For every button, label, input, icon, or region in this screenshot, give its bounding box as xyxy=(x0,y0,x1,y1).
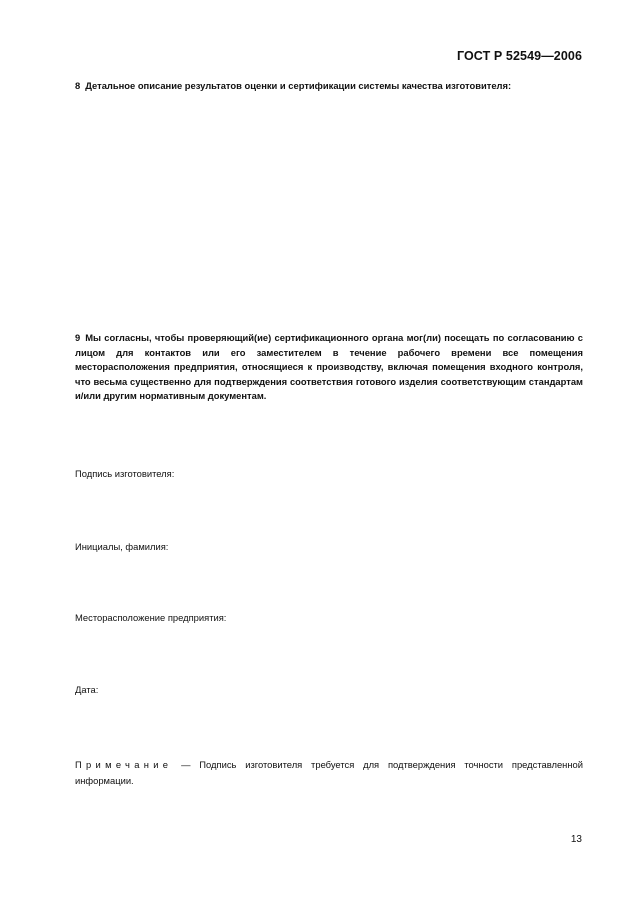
page-number: 13 xyxy=(570,834,582,845)
note xyxy=(75,757,583,789)
section-8-text: Детальное описание результатов оценки и сертификации системы качества изготовителя: xyxy=(85,80,512,91)
note-dash: — xyxy=(172,759,200,770)
standard-designation: ГОСТ Р 52549—2006 xyxy=(456,49,582,63)
note-label: Примечание xyxy=(75,759,173,770)
section-9-text: Мы согласны, чтобы проверяющий(ие) сертификационного органа мог(ли) посещать по согласованию с лицом для контактов или его заместителем в течение рабочего времени все помещения месторасположения предприятия, относящиеся к производству, включая помещения входного контроля, что весьма существенно для подтверждения соответствия готового изделия соответствующим стандартам и/или другим нормативным документам. xyxy=(75,332,583,402)
location-field-label: Месторасположение предприятия: xyxy=(75,612,227,623)
signature-field-label: Подпись изготовителя: xyxy=(75,468,175,479)
section-8-number: 8 xyxy=(75,80,81,91)
section-9-number: 9 xyxy=(75,332,81,343)
date-field-label: Дата: xyxy=(75,684,99,695)
section-8 xyxy=(75,79,583,94)
note-text: Подпись изготовителя требуется для подтверждения точности представленной информации. xyxy=(75,759,583,786)
section-9 xyxy=(75,331,583,404)
initials-field-label: Инициалы, фамилия: xyxy=(75,541,169,552)
